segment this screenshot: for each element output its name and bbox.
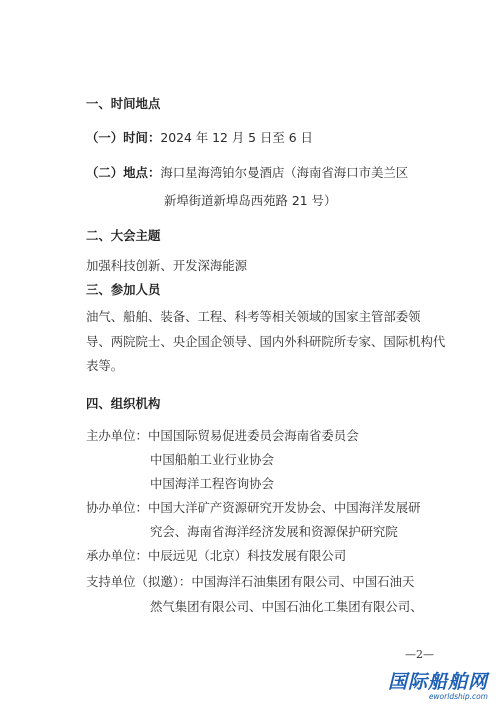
section-3-title: 三、参加人员 — [86, 282, 161, 297]
watermark-title: 国际船舶网 — [387, 671, 488, 693]
place-line-1: 海口星海湾铂尔曼酒店（海南省海口市美兰区 — [160, 165, 409, 180]
support-label: 支持单位（拟邀）： — [86, 574, 192, 589]
attendees-line-1: 油气、船舶、装备、工程、科考等相关领域的国家主管部委领 — [86, 309, 421, 324]
host-label: 主办单位： — [86, 428, 148, 443]
organizer-value: 中辰远见（北京）科技发展有限公司 — [147, 548, 347, 563]
section-2-title: 二、大会主题 — [86, 228, 161, 243]
time-row — [86, 130, 313, 146]
co-label: 协办单位： — [86, 500, 148, 515]
support-line-2: 然气集团有限公司、中国石油化工集团有限公司、 — [150, 599, 423, 614]
watermark-url: eworldship.com — [428, 692, 488, 701]
host-org-3: 中国海洋工程咨询协会 — [150, 476, 274, 491]
section-4-title: 四、组织机构 — [86, 396, 161, 411]
page-number: —2— — [405, 648, 434, 661]
watermark-logo — [388, 672, 488, 701]
support-row — [86, 574, 414, 590]
host-row — [86, 428, 359, 444]
co-row — [86, 500, 421, 516]
time-label: （一）时间： — [86, 130, 161, 145]
support-line-1: 中国海洋石油集团有限公司、中国石油天 — [191, 574, 415, 589]
co-line-1: 中国大洋矿产资源研究开发协会、中国海洋发展研 — [147, 500, 421, 515]
attendees-line-3: 表等。 — [86, 358, 124, 373]
place-row — [86, 165, 408, 181]
organizer-label: 承办单位： — [86, 548, 148, 563]
theme-text: 加强科技创新、开发深海能源 — [86, 258, 248, 273]
place-label: （二）地点： — [86, 165, 161, 180]
co-line-2: 究会、海南省海洋经济发展和资源保护研究院 — [150, 524, 398, 539]
host-org-2: 中国船舶工业行业协会 — [150, 452, 274, 467]
time-value: 2024 年 12 月 5 日至 6 日 — [160, 130, 313, 145]
host-org-1: 中国国际贸易促进委员会海南省委员会 — [147, 428, 359, 443]
attendees-line-2: 导、两院院士、央企国企领导、国内外科研院所专家、国际机构代 — [86, 334, 446, 349]
organizer-row — [86, 548, 346, 564]
section-1-title: 一、时间地点 — [86, 96, 161, 111]
place-line-2: 新埠街道新埠岛西苑路 21 号） — [164, 193, 337, 208]
